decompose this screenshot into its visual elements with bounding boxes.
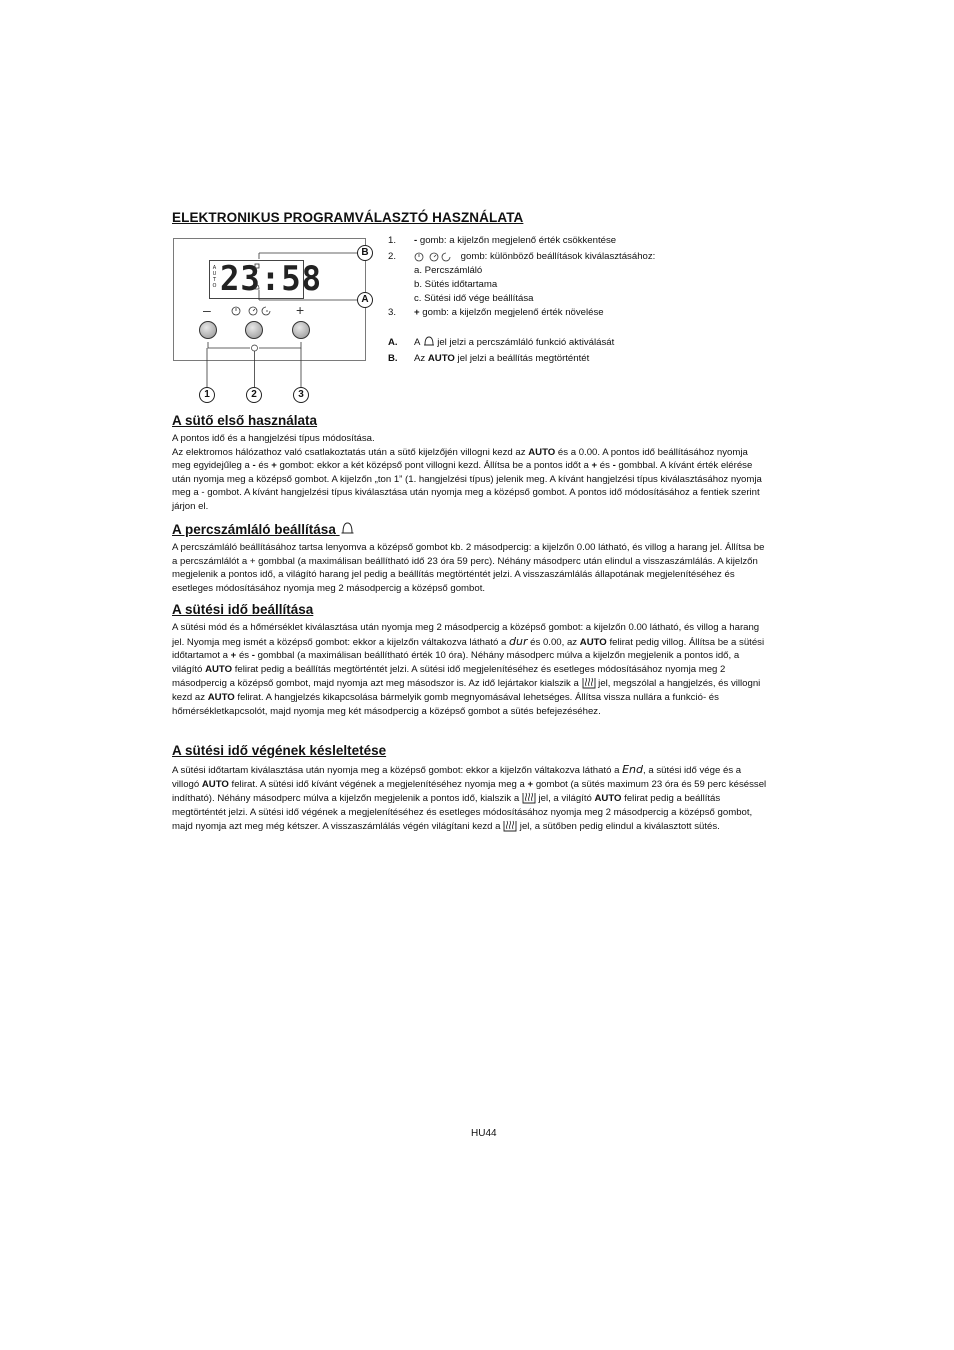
legend-num: 3. <box>388 307 397 318</box>
delay-text: A sütési időtartam kiválasztása után nyomja meg a középső gombot: ekkor a kijelzőn váltakozva látható a End, a sütési idő vége és a villogó AUTO felirat. A sütési idő kívánt végének a megjelenítéséhez nyomja meg a + gombot (a sütés maximum 23 óra és 59 perc késéssel indítható). Néhány másodperc múlva a kijelzőn megjelenik a pontos idő, kialszik a jel, a világító AUTO felirat pedig a beállítás megtörténtét jelzi. A sütési idő végének a megjelenítéséhez és esetleges módosításához nyomja meg 2 másodpercig a középső gombot, majd nyomja azt meg még kétszer. A visszaszámlálás végén világítani kezd a jel, a sütőben pedig elindul a kiválasztott sütés. <box>172 763 767 833</box>
auto-letter: U <box>212 271 217 277</box>
legend-num: 2. <box>388 251 397 262</box>
callout-leader-lines <box>250 245 365 315</box>
legend-item-1: - gomb: a kijelzőn megjelenő érték csökkentése <box>414 235 617 246</box>
legend-subitem-b: b. Sütés időtartama <box>414 279 498 290</box>
select-button[interactable] <box>245 321 263 339</box>
legend-letter: B. <box>388 353 398 364</box>
cook-time-text: A sütési mód és a hőmérséklet kiválasztása után nyomja meg 2 másodpercig a középső gombot: a kijelzőn 0.00 látható, és villog a harang jel. Nyomja meg ismét a középső gombot: ekkor a kijelzőn váltakozva látható a dur és 0.00, az AUTO felirat pedig villog. Állítsa be a sütési időtartamot a + és - gombbal (a maximálisan beállítható érték 10 óra). Néhány másodperc múlva a kijelzőn megjelenik a pontos idő, a világító AUTO felirat pedig a beállítás megtörténtét jelzi. A sütési idő megjelenítéséhez és esetleges módosításához nyomja meg 2 másodpercig a középső gombot, majd nyomja azt meg másodszor is. Az idő lejártakor kialszik a jel, megszólal a hangjelzés, és villogni kezd az AUTO felirat. A hangjelzés kikapcsolása bármelyik gomb megnyomásával lehetséges. Állítsa vissza nullára a funkció- és hőmérsékletkapcsolót, majd nyomja meg két másodpercig a középső gombot a sütés befejezéséhez. <box>172 622 765 717</box>
cooking-icon <box>522 791 536 804</box>
legend-item-2: gomb: különböző beállítások kiválasztásához: <box>414 250 655 264</box>
page-title: ELEKTRONIKUS PROGRAMVÁLASZTÓ HASZNÁLATA <box>172 210 524 225</box>
callout-3: 3 <box>293 387 309 403</box>
legend-item-a: A jel jelzi a percszámláló funkció aktiválását <box>414 337 615 348</box>
legend-subitem-a: a. Percszámláló <box>414 265 483 276</box>
diagram-legend <box>388 234 768 384</box>
section-title-cook-time: A sütési idő beállítása <box>172 602 314 617</box>
auto-letter: O <box>212 283 217 289</box>
legend-item-3: + gomb: a kijelzőn megjelenő érték növelése <box>414 307 604 318</box>
function-icons <box>414 251 458 262</box>
callout-1: 1 <box>199 387 215 403</box>
first-use-text: A pontos idő és a hangjelzési típus módosítása. Az elektromos hálózathoz való csatlakoztatás után a sütő kijelzőjén villogni kezd az AUTO és a 0.00. A pontos idő beállításához nyomja meg egyidejűleg a - és + gombot: ekkor a két középső pont villogni kezd. Állítsa be a pontos időt a + és - gombbal. A kívánt érték elérése után nyomja meg a középső gombot. A kijelzőn „ton 1” (1. hangjelzési típus) jelenik meg. A kívánt hangjelzési típus kiválasztásához nyomja meg a - gombot. A kívánt hangjelzési típus kiválasztása után nyomja meg a középső gombot. A pontos idő módosításához a fentiek szerint járjon el. <box>172 433 762 512</box>
auto-letter: T <box>212 277 217 283</box>
cooking-icon <box>503 819 517 832</box>
callout-2: 2 <box>246 387 262 403</box>
section-title-delay: A sütési idő végének késleltetése <box>172 743 387 758</box>
auto-indicator <box>212 265 217 289</box>
section-title-timer: A percszámláló beállítása <box>172 521 355 537</box>
display-time: 23:58 <box>220 259 322 299</box>
dur-symbol: dur <box>509 634 528 648</box>
callout-b: B <box>357 245 373 261</box>
cooking-icon <box>582 676 596 689</box>
plus-button[interactable] <box>292 321 310 339</box>
plus-symbol: + <box>296 302 305 318</box>
bell-icon <box>340 521 355 537</box>
minus-symbol: – <box>203 302 211 318</box>
page-number: HU44 <box>471 1128 497 1139</box>
minus-button[interactable] <box>199 321 217 339</box>
auto-letter: A <box>212 265 217 271</box>
bell-icon <box>423 335 435 348</box>
legend-num: 1. <box>388 235 397 246</box>
legend-letter: A. <box>388 337 398 348</box>
callout-a: A <box>357 292 373 308</box>
section-title-first-use: A sütő első használata <box>172 413 318 428</box>
legend-subitem-c: c. Sütési idő vége beállítása <box>414 293 534 304</box>
end-symbol: End <box>622 763 643 776</box>
legend-item-b: Az AUTO jel jelzi a beállítás megtörténtét <box>414 353 590 364</box>
timer-text: A percszámláló beállításához tartsa lenyomva a középső gombot kb. 2 másodpercig: a kijelzőn 0.00 látható, és villog a harang jel. Állítsa be a percszámlálót a + gombbal (a maximálisan beállítható idő 23 óra 59 perc). Néhány másodperc után elindul a visszaszámlálás. A kijelzőn megjelenik a pontos idő, a világító harang jel pedig a beállítás megtörténtét jelzi. A visszaszámlálás állapotának megjelenítéséhez és esetleges módosításához nyomja meg 2 másodpercig a középső gombot. <box>172 542 765 594</box>
